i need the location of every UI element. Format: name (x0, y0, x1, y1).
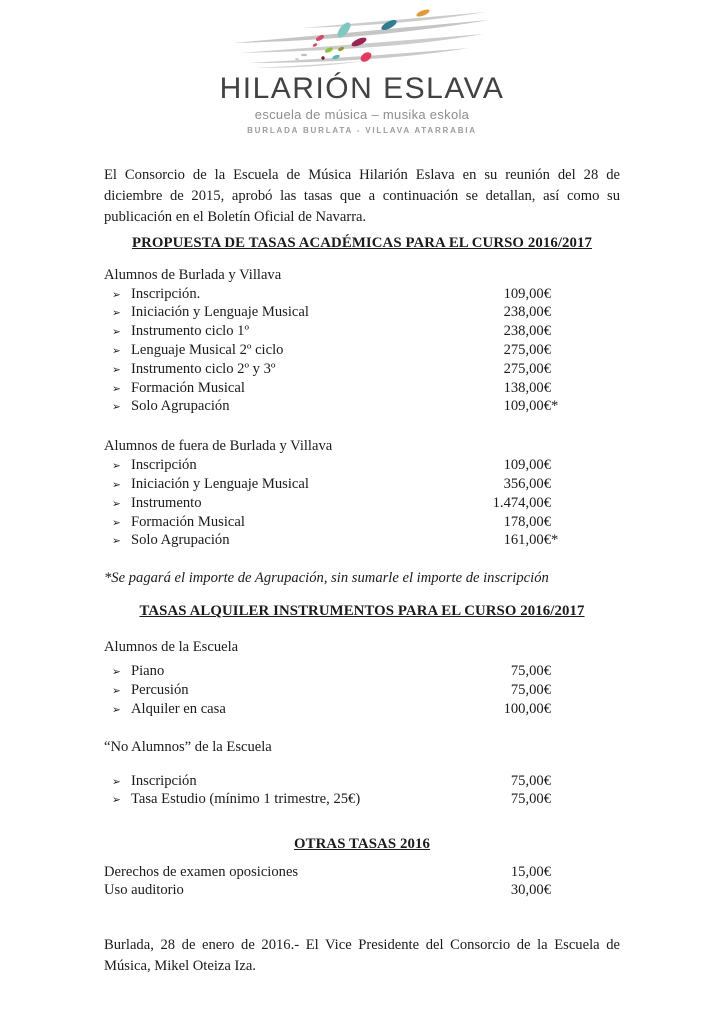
fee-row (104, 701, 551, 720)
fee-item-price: 238,00€ (503, 304, 551, 321)
fee-row (104, 882, 551, 900)
list-bullet-icon: ➢ (112, 382, 121, 395)
fee-row (104, 323, 551, 342)
list-bullet-icon: ➢ (112, 478, 121, 491)
fee-item-price: 109,00€ (503, 285, 551, 302)
fee-item-price: 109,00€ (503, 457, 551, 474)
list-bullet-icon: ➢ (112, 535, 121, 548)
section-heading-other: OTRAS TASAS 2016 (294, 836, 430, 853)
other-fees-list (104, 864, 620, 900)
fee-item-price: 109,00€ (503, 398, 551, 415)
fee-item-price: 75,00€ (510, 772, 551, 789)
fee-row (104, 380, 551, 399)
fee-item-label: Alquiler en casa (131, 700, 226, 717)
closing-paragraph: Burlada, 28 de enero de 2016.- El Vice Presidente del Consorcio de la Escuela de Música, Mikel Oteiza Iza. (104, 936, 620, 974)
fee-item-price: 75,00€ (510, 663, 551, 680)
fee-item-price: 275,00€ (503, 341, 551, 358)
list-bullet-icon: ➢ (112, 794, 121, 807)
list-bullet-icon: ➢ (112, 307, 121, 320)
fee-item-price: 75,00€ (510, 681, 551, 698)
fee-row (104, 495, 551, 514)
fee-item-price: 161,00€ (503, 532, 551, 549)
fee-item-label: Piano (131, 663, 165, 680)
fee-item-price: 138,00€ (503, 379, 551, 396)
paint-splash-icon (231, 8, 493, 70)
fee-item-label: Formación Musical (131, 379, 245, 396)
group-title-fuera: Alumnos de fuera de Burlada y Villava (104, 438, 333, 455)
fee-row: ➢ Solo Agrupación 161,00€ * (104, 532, 551, 551)
list-bullet-icon: ➢ (112, 344, 121, 357)
fee-item-price: 238,00€ (503, 323, 551, 340)
fee-row (104, 342, 551, 361)
list-bullet-icon: ➢ (112, 516, 121, 529)
fee-item-price: 1.474,00€ (492, 494, 551, 511)
list-bullet-icon: ➢ (112, 666, 121, 679)
list-bullet-icon: ➢ (112, 401, 121, 414)
fee-item-label: Inscripción (131, 772, 197, 789)
list-bullet-icon: ➢ (112, 703, 121, 716)
fee-item-label: Solo Agrupación (131, 398, 230, 415)
list-bullet-icon: ➢ (112, 497, 121, 510)
fee-item-price: 30,00€ (510, 881, 551, 898)
fee-item-price: 75,00€ (510, 791, 551, 808)
list-bullet-icon: ➢ (112, 775, 121, 788)
fee-item-price: 356,00€ (503, 475, 551, 492)
fee-item-label: Percusión (131, 681, 189, 698)
fee-item-label: Lenguaje Musical 2º ciclo (131, 341, 284, 358)
fee-item-price: 275,00€ (503, 360, 551, 377)
paint-dot (312, 42, 318, 47)
fee-item-label: Derechos de examen oposiciones (104, 864, 299, 881)
group-title-burlada: Alumnos de Burlada y Villava (104, 266, 282, 283)
paint-dot (416, 8, 431, 18)
fee-item-label: Instrumento ciclo 2º y 3º (131, 360, 276, 377)
fee-item-price: 15,00€ (510, 864, 551, 881)
fee-row (104, 514, 551, 533)
fee-row (104, 864, 551, 882)
fee-row (104, 476, 551, 495)
fee-item-label: Formación Musical (131, 513, 245, 530)
fee-row (104, 286, 551, 305)
group-title-alumnos-escuela: Alumnos de la Escuela (104, 639, 239, 656)
fee-row (104, 682, 551, 701)
logo-location-line: BURLADA BURLATA - VILLAVA ATARRABIA (247, 125, 477, 135)
fee-list-alumnos-escuela (104, 663, 620, 719)
fee-item-label: Inscripción. (131, 285, 201, 302)
fee-list-fuera (104, 457, 620, 551)
fee-row (104, 304, 551, 323)
fee-list-burlada (104, 286, 620, 418)
fee-row: ➢ Solo Agrupación 109,00€ * (104, 398, 551, 417)
fee-item-label: Iniciación y Lenguaje Musical (131, 475, 309, 492)
logo-title: HILARIÓN ESLAVA (219, 72, 505, 105)
fee-list-no-alumnos (104, 773, 620, 811)
school-logo (104, 0, 620, 135)
list-bullet-icon: ➢ (112, 326, 121, 339)
fee-item-label: Uso auditorio (104, 881, 184, 898)
fee-row (104, 791, 551, 810)
list-bullet-icon: ➢ (112, 288, 121, 301)
fee-row (104, 663, 551, 682)
footnote: *Se pagará el importe de Agrupación, sin sumarle el importe de inscripción (104, 570, 549, 587)
fee-item-price: 100,00€ (503, 700, 551, 717)
logo-subtitle: escuela de música – musika eskola (254, 107, 470, 122)
group-title-no-alumnos: “No Alumnos” de la Escuela (104, 738, 272, 755)
fee-row (104, 457, 551, 476)
fee-item-label: Iniciación y Lenguaje Musical (131, 304, 309, 321)
fee-item-label: Instrumento ciclo 1º (131, 323, 250, 340)
paint-dot (321, 56, 324, 59)
fee-item-label: Instrumento (131, 494, 202, 511)
fee-row (104, 773, 551, 792)
fee-item-label: Tasa Estudio (mínimo 1 trimestre, 25€) (131, 791, 361, 808)
intro-paragraph: El Consorcio de la Escuela de Música Hilarión Eslava en su reunión del 28 de diciembre de 2015, aprobó las tasas que a continuación se detallan, así como su publicación en el Boletín Oficial de Navarra. (104, 167, 620, 225)
section-heading-rental: TASAS ALQUILER INSTRUMENTOS PARA EL CURSO 2016/2017 (139, 603, 585, 620)
fee-item-price: 178,00€ (503, 513, 551, 530)
fee-item-label: Inscripción (131, 457, 197, 474)
list-bullet-icon: ➢ (112, 363, 121, 376)
section-heading-academic: PROPUESTA DE TASAS ACADÉMICAS PARA EL CURSO 2016/2017 (131, 234, 593, 251)
paint-dot (295, 58, 299, 60)
fee-row (104, 361, 551, 380)
fee-item-label: Solo Agrupación (131, 532, 230, 549)
list-bullet-icon: ➢ (112, 460, 121, 473)
paint-dot (301, 54, 307, 56)
list-bullet-icon: ➢ (112, 684, 121, 697)
